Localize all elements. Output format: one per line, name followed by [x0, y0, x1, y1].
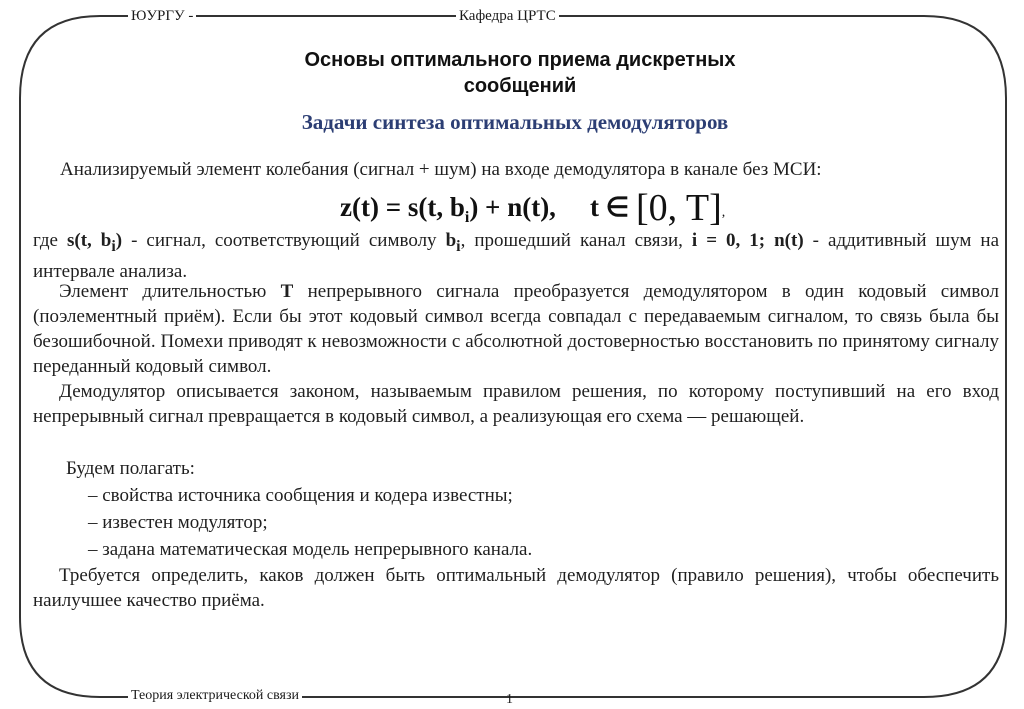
formula-t-in: t ∈: [589, 192, 630, 222]
formula-subscript: i: [464, 209, 470, 226]
conclusion-text: Требуется определить, каков должен быть оптимальный демодулятор (правило решения), чтобы обеспечить наилучшее качество приёма.: [33, 565, 999, 611]
where-text-c: , прошедший канал связи,: [460, 230, 692, 251]
where-text-d: - аддитивный шум на интервале анализа.: [33, 230, 1000, 282]
where-sub-1: i: [111, 237, 116, 255]
footer-course: Теория электрической связи: [128, 688, 302, 704]
header-university: ЮУРГУ -: [128, 8, 196, 25]
element-duration: Т: [280, 281, 294, 302]
formula-rhs: ) + n(t),: [469, 192, 556, 222]
assume-line: Будем полагать:: [66, 458, 195, 479]
formula: [340, 186, 725, 230]
header-department: Кафедра ЦРТС: [456, 8, 559, 25]
slide-title-line2: сообщений: [463, 75, 577, 97]
intro-paragraph: Анализируемый элемент колебания (сигнал + шум) на входе демодулятора в канале без МСИ:: [60, 159, 822, 180]
formula-lhs: z(t) = s(t, b: [340, 192, 465, 222]
formula-tail: ,: [721, 205, 726, 220]
page-number: 1: [506, 692, 513, 707]
element-paragraph: [33, 279, 999, 379]
demodulator-text: Демодулятор описывается законом, называемым правилом решения, по которому поступивший на его вход непрерывный сигнал превращается в кодовый символ, а реализующая его схема — решающей.: [33, 381, 999, 427]
where-index: i = 0, 1; n(t): [691, 230, 804, 251]
list-item: – задана математическая модель непрерывного канала.: [88, 536, 532, 563]
where-sub-2: i: [456, 237, 461, 255]
where-signal: s(t, b: [66, 230, 112, 251]
where-text-b: - сигнал, соответствующий символу: [122, 230, 446, 251]
where-text-a: где: [33, 230, 67, 251]
assumption-list: [88, 482, 532, 563]
slide-title-line1: Основы оптимального приема дискретных: [304, 49, 736, 71]
conclusion-paragraph: [33, 563, 999, 613]
where-paragraph: [33, 228, 999, 284]
where-symbol: b: [445, 230, 457, 251]
slide-title: [130, 47, 910, 99]
formula-interval: [0, T]: [635, 187, 722, 229]
demodulator-paragraph: [33, 379, 999, 429]
section-title: Задачи синтеза оптимальных демодуляторов: [301, 110, 729, 134]
list-item: – известен модулятор;: [88, 509, 532, 536]
element-text-b: непрерывного сигнала преобразуется демодулятором в один кодовый символ (поэлементный приём). Если бы этот кодовый символ всегда совпадал с передаваемым сигналом, то связь была бы безошибочной. Помехи приводят к невозможности с абсолютной достоверностью восстановить по принятому сигналу переданный кодовый символ.: [33, 281, 999, 377]
list-item: – свойства источника сообщения и кодера известны;: [88, 482, 532, 509]
element-text-a: Элемент длительностью: [59, 281, 281, 302]
where-close: ): [115, 230, 123, 251]
